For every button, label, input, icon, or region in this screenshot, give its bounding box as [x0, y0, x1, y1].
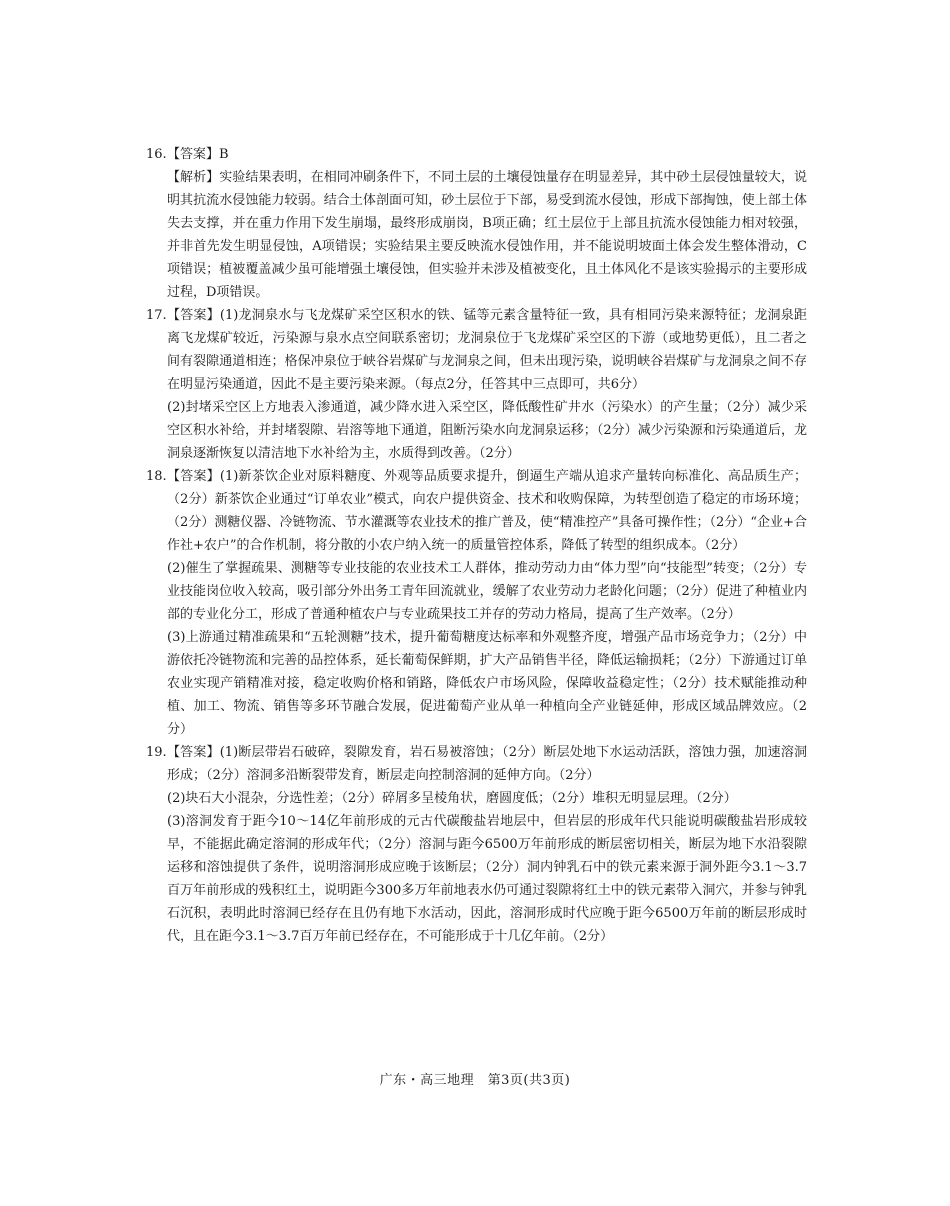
- question-number: 17.: [146, 308, 167, 323]
- question-number: 16.: [146, 147, 167, 162]
- question-16: [146, 143, 807, 304]
- answer-part-2: (2)封堵采空区上方地表入渗通道，减少降水进入采空区，降低酸性矿井水（污染水）的产生量；（2分）减少采空区积水补给，并封堵裂隙、岩溶等地下通道，阻断污染水向龙洞泉运移；（2分）减少污染源和污染通道后，龙洞泉逐渐恢复以清洁地下水补给为主，水质得到改善。（2分）: [167, 400, 807, 461]
- answer-part-1: 【答案】(1)龙洞泉水与飞龙煤矿采空区积水的铁、锰等元素含量特征一致，具有相同污染来源特征；龙洞泉距离飞龙煤矿较近，污染源与泉水点空间联系密切；龙洞泉位于飞龙煤矿采空区的下游（或地势更低），且二者之间有裂隙通道相连；格保冲泉位于峡谷岩煤矿与龙洞泉之间，但未出现污染，说明峡谷岩煤矿与龙洞泉之间不存在明显污染通道，因此不是主要污染来源。（每点2分，任答其中三点即可，共6分）: [167, 308, 807, 392]
- answer-part-1: 【答案】(1)新茶饮企业对原料糖度、外观等品质要求提升，倒逼生产端从追求产量转向标准化、高品质生产；（2分）新茶饮企业通过“订单农业”模式，向农户提供资金、技术和收购保障，为转型创造了稳定的市场环境；（2分）测糖仪器、冷链物流、节水灌溉等农业技术的推广普及，使“精准控产”具备可操作性；（2分）“企业+合作社+农户”的合作机制，将分散的小农户纳入统一的质量管控体系，降低了转型的组织成本。（2分）: [167, 469, 807, 553]
- question-body: [167, 304, 807, 465]
- question-body: [167, 465, 807, 741]
- answer-part-2: (2)催生了掌握疏果、测糖等专业技能的农业技术工人群体，推动劳动力由“体力型”向“技能型”转变；（2分）专业技能岗位收入较高，吸引部分外出务工青年回流就业，缓解了农业劳动力老龄化问题；（2分）促进了种植业内部的专业化分工，形成了普通种植农户与专业疏果技工并存的劳动力格局，提高了生产效率。（2分）: [167, 561, 807, 622]
- answer-part-2: (2)块石大小混杂，分选性差；（2分）碎屑多呈棱角状，磨圆度低；（2分）堆积无明显层理。（2分）: [167, 791, 737, 806]
- page-footer: 广东・高三地理 第3页(共3页): [379, 1073, 571, 1088]
- analysis-paragraph: 【解析】实验结果表明，在相同冲刷条件下，不同土层的土壤侵蚀量存在明显差异，其中砂土层侵蚀量较大，说明其抗流水侵蚀能力较弱。结合土体剖面可知，砂土层位于下部，易受到流水侵蚀，形成下部掏蚀，使上部土体失去支撑，并在重力作用下发生崩塌，最终形成崩岗，B项正确；红土层位于上部且抗流水侵蚀能力相对较强，并非首先发生明显侵蚀，A项错误；实验结果主要反映流水侵蚀作用，并不能说明坡面土体会发生整体滑动，C项错误；植被覆盖减少虽可能增强土壤侵蚀，但实验并未涉及植被变化，且土体风化不是该实验揭示的主要形成过程，D项错误。: [167, 170, 807, 300]
- answer-content: [146, 143, 807, 948]
- answer-part-1: 【答案】(1)断层带岩石破碎，裂隙发育，岩石易被溶蚀；（2分）断层处地下水运动活跃，溶蚀力强，加速溶洞形成；（2分）溶洞多沿断裂带发育，断层走向控制溶洞的延伸方向。（2分）: [167, 745, 807, 783]
- question-number: 19.: [146, 745, 167, 760]
- question-body: [167, 741, 807, 948]
- question-19: [146, 741, 807, 948]
- question-body: [167, 143, 807, 304]
- answer-line: 【答案】B: [167, 147, 229, 162]
- question-number: 18.: [146, 469, 167, 484]
- question-18: [146, 465, 807, 741]
- question-17: [146, 304, 807, 465]
- answer-part-3: (3)上游通过精准疏果和“五轮测糖”技术，提升葡萄糖度达标率和外观整齐度，增强产品市场竞争力；（2分）中游依托冷链物流和完善的品控体系，延长葡萄保鲜期，扩大产品销售半径，降低运输损耗；（2分）下游通过订单农业实现产销精准对接，稳定收购价格和销路，降低农户市场风险，保障收益稳定性；（2分）技术赋能推动种植、加工、物流、销售等多环节融合发展，促进葡萄产业从单一种植向全产业链延伸，形成区域品牌效应。（2分）: [167, 630, 807, 737]
- answer-part-3: (3)溶洞发育于距今10～14亿年前形成的元古代碳酸盐岩地层中，但岩层的形成年代只能说明碳酸盐岩形成较早，不能据此确定溶洞的形成年代；（2分）溶洞与距今6500万年前形成的断层密切相关，断层为地下水沿裂隙运移和溶蚀提供了条件，说明溶洞形成应晚于该断层；（2分）洞内钟乳石中的铁元素来源于洞外距今3.1～3.7百万年前形成的残积红土，说明距今300多万年前地表水仍可通过裂隙将红土中的铁元素带入洞穴，并参与钟乳石沉积，表明此时溶洞已经存在且仍有地下水活动，因此，溶洞形成时代应晚于距今6500万年前的断层形成时代，且在距今3.1～3.7百万年前已经存在，不可能形成于十几亿年前。（2分）: [167, 814, 807, 944]
